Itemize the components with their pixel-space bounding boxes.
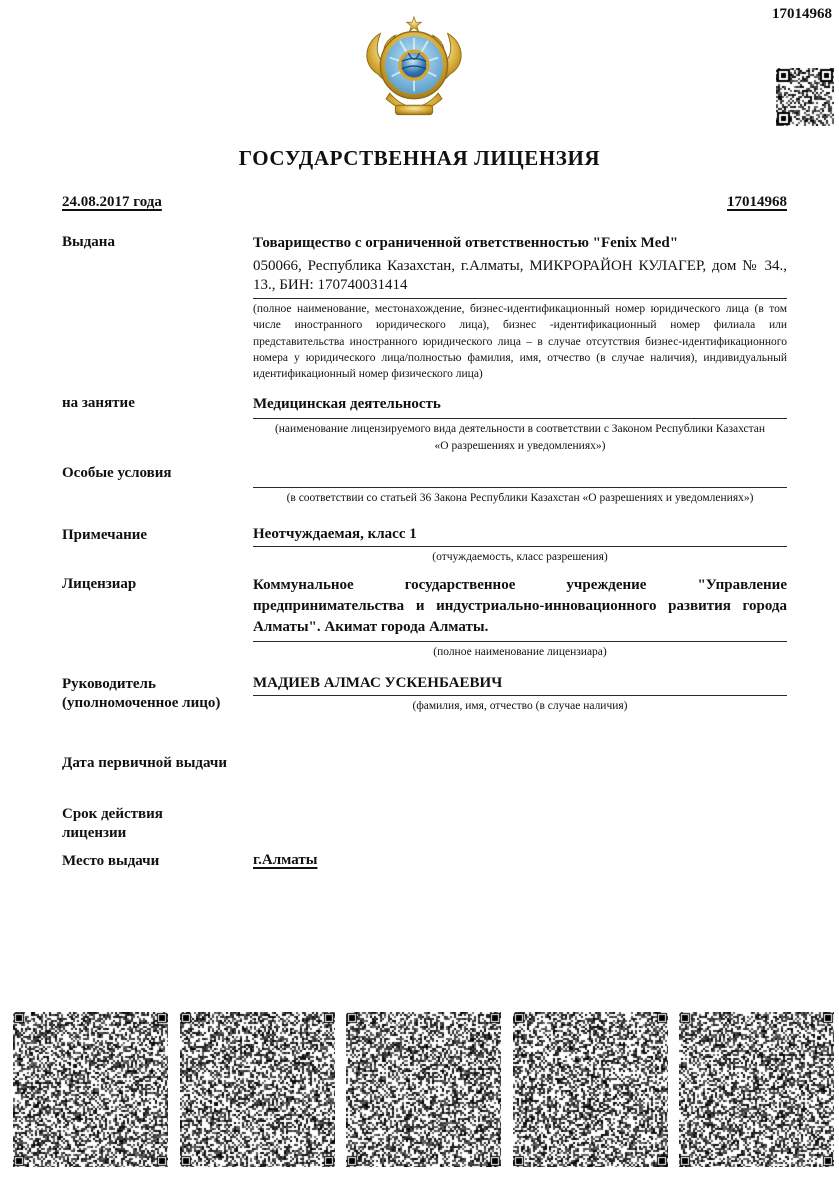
field-label-head-line1: Руководитель: [62, 675, 156, 692]
licensee-name: Товарищество с ограниченной ответственностью "Fenix Med": [253, 235, 679, 251]
special-conditions-value: [253, 464, 787, 484]
field-underline: [253, 695, 787, 696]
field-label-validity-line2: лицензии: [62, 825, 127, 842]
date-number-row: [0, 193, 839, 212]
field-note-licensor: (полное наименование лицензиара): [433, 645, 607, 658]
license-number: 17014968: [727, 194, 787, 210]
field-underline: [253, 487, 787, 488]
licensor-value: Коммунальное государственное учреждение "Управление предпринимательства и индустриально-инновационного развития города Алматы". Акимат города Алматы.: [253, 576, 787, 635]
field-label-validity: [62, 805, 253, 843]
field-label-special: Особые условия: [62, 465, 172, 482]
field-label-validity-line1: Срок действия: [62, 806, 163, 823]
field-licensor: [0, 575, 839, 660]
issue-date: 24.08.2017 года: [62, 194, 162, 210]
field-note-special: (в соответствии со статьей 36 Закона Республики Казахстан «О разрешениях и уведомлениях»): [286, 492, 754, 505]
field-remark: [0, 526, 839, 565]
security-barcode-row: [13, 1012, 834, 1167]
security-barcode-5: [679, 1012, 834, 1167]
field-first-issue: [0, 754, 839, 773]
security-barcode-1: [13, 1012, 168, 1167]
place-value: г.Алматы: [253, 852, 318, 869]
licensee-address: 050066, Республика Казахстан, г.Алматы, МИКРОРАЙОН КУЛАГЕР, дом № 34., 13., БИН: 170740031414: [253, 258, 787, 293]
field-validity: [0, 805, 839, 843]
qr-code: [776, 68, 834, 126]
remark-value: Неотчуждаемая, класс 1: [253, 526, 417, 543]
field-underline: [253, 418, 787, 419]
field-place: [0, 852, 839, 871]
field-label-activity: на занятие: [62, 395, 135, 412]
activity-value: Медицинская деятельность: [253, 396, 441, 413]
field-head: [0, 675, 839, 714]
field-label-issued: Выдана: [62, 234, 115, 250]
field-note-head: (фамилия, имя, отчество (в случае наличия): [412, 699, 628, 712]
kazakhstan-emblem-icon: [358, 13, 470, 121]
security-barcode-3: [346, 1012, 501, 1167]
field-underline: [253, 298, 787, 299]
field-note-activity: (наименование лицензируемого вида деятельности в соответствии с Законом Республики Казахстан «О разрешениях и уведомлениях»): [274, 423, 766, 452]
field-issued: [0, 233, 839, 382]
field-label-remark: Примечание: [62, 527, 148, 544]
document-title: ГОСУДАРСТВЕННАЯ ЛИЦЕНЗИЯ: [238, 146, 601, 170]
field-special-conditions: [0, 464, 839, 506]
field-activity: [0, 394, 839, 454]
field-note-remark: (отчуждаемость, класс разрешения): [432, 551, 608, 564]
serial-number-top: 17014968: [772, 6, 832, 22]
field-label-licensor: Лицензиар: [62, 575, 137, 592]
field-underline: [253, 641, 787, 642]
security-barcode-4: [513, 1012, 668, 1167]
field-label-place: Место выдачи: [62, 853, 160, 870]
head-name: МАДИЕВ АЛМАС УСКЕНБАЕВИЧ: [253, 674, 503, 691]
field-underline: [253, 546, 787, 547]
field-label-head: [62, 675, 253, 714]
security-barcode-2: [180, 1012, 335, 1167]
field-label-first-issue: Дата первичной выдачи: [62, 755, 228, 772]
field-note-issued: (полное наименование, местонахождение, бизнес-идентификационный номер юридического лица (в том числе иностранного юридического лица), бизнес -идентификационный номер филиала или представительства иностранного юридического лица – в случае отсутствия бизнес-идентификационного номера у юридического лица/полностью фамилия, имя, отчество (в случае наличия), индивидуальный идентификационный номер физического лица): [253, 303, 787, 381]
field-label-head-line2: (уполномоченное лицо): [62, 694, 221, 711]
